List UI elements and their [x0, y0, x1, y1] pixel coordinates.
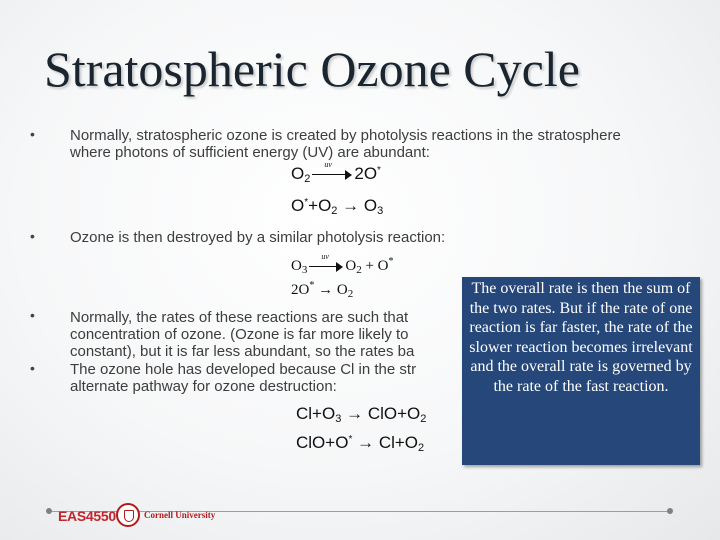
- footer-left-dot-icon: [46, 508, 52, 514]
- bullet-text: Ozone is then destroyed by a similar photolysis reaction:: [70, 229, 446, 246]
- bullet-text: Normally, stratospheric ozone is created by photolysis reactions in the stratosphere where photons of sufficient energy (UV) are abundant:: [70, 127, 621, 161]
- footer-right-dot-icon: [667, 508, 673, 514]
- reaction-arrow-icon: uv: [312, 170, 352, 180]
- bullet-marker: •: [30, 307, 35, 323]
- equation-ozone-destruction-1: $O_3$ uv $O_2 + O^*$: [291, 251, 394, 276]
- bullet-marker: •: [30, 228, 35, 244]
- course-logo: EAS4550: [58, 508, 116, 524]
- equation-chlorine-1: $Cl+O_3 \to ClO+O_2$: [296, 404, 427, 425]
- equation-ozone-destruction-2: $2O^* \to O_2$: [291, 280, 354, 300]
- equation-ozone-formation-2: $O^*+O_2 \to O_3$: [291, 196, 384, 217]
- bullet-text: The ozone hole has developed because Cl in the str alternate pathway for ozone destruction:: [70, 361, 417, 395]
- university-name: Cornell University: [144, 510, 216, 520]
- bullet-text: Normally, the rates of these reactions are such that concentration of ozone. (Ozone is far more likely to constant), but it is far less abundant, so the rates ba: [70, 309, 415, 360]
- bullet-marker: •: [30, 126, 35, 142]
- cornell-seal-icon: [116, 503, 140, 527]
- equation-chlorine-2: $ClO+O^* \to Cl+O_2$: [296, 433, 425, 454]
- callout-box: The overall rate is then the sum of the two rates. But if the rate of one reaction is far faster, the rate of the slower reaction becomes irrelevant and the overall rate is governed by the rate of the fast reaction.: [462, 277, 700, 465]
- slide-title: Stratospheric Ozone Cycle: [44, 41, 580, 97]
- reaction-arrow-icon: uv: [309, 262, 343, 272]
- equation-ozone-formation-1: $O_2$ uv 2O*: [291, 159, 381, 185]
- bullet-marker: •: [30, 360, 35, 376]
